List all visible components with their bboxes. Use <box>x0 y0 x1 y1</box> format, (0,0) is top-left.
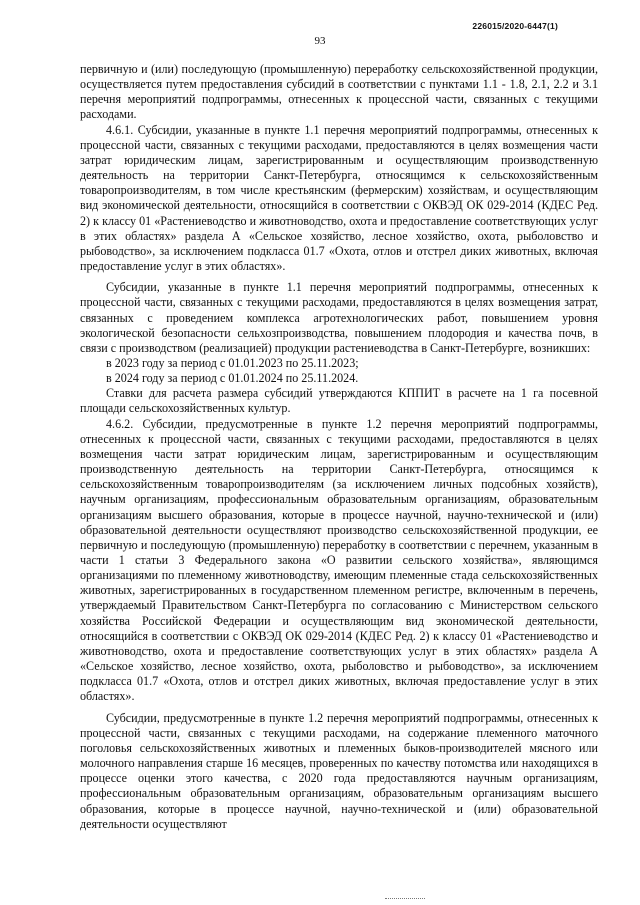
paragraph-rates: Ставки для расчета размера субсидий утверждаются КППИТ в расчете на 1 га посевной площади сельскохозяйственных культур. <box>80 386 598 416</box>
page-bottom-mark <box>385 898 425 901</box>
paragraph-4-6-1: 4.6.1. Субсидии, указанные в пункте 1.1 перечня мероприятий подпрограммы, отнесенных к процессной части, связанных с текущими расходами, предоставляются в целях возмещения части затрат юридическим лицам, зарегистрированным и осуществляющим производственную деятельность на территории Санкт-Петербурга, относящимся к сельскохозяйственным товаропроизводителям, в том числе крестьянским (фермерским) хозяйствам, и осуществляющим вид экономической деятельности, относящийся в соответствии с ОКВЭД ОК 029-2014 (КДЕС Ред. 2) к классу 01 «Растениеводство и животноводство, охота и предоставление соответствующих услуг в этих областях» раздела А «Сельское хозяйство, лесное хозяйство, охота, рыболовство и рыбоводство», за исключением подкласса 01.7 «Охота, отлов и отстрел диких животных, включая предоставление услуг в этих областях». <box>80 122 598 274</box>
paragraph-subsidies-1-1: Субсидии, указанные в пункте 1.1 перечня мероприятий подпрограммы, отнесенных к процессной части, связанных с текущими расходами, предоставляются в целях возмещения затрат, связанных с проведением комплекса агротехнологических работ, повышением уровня экологической безопасности сельхозпроизводства, повышением плодородия и качества почв, в связи с производством (реализацией) продукции растениеводства в Санкт-Петербурге, возникших: <box>80 280 598 355</box>
document-registration-number: 226015/2020-6447(1) <box>472 21 558 31</box>
paragraph-period-2024: в 2024 году за период с 01.01.2024 по 25.11.2024. <box>106 371 359 386</box>
paragraph-period-2023: в 2023 году за период с 01.01.2023 по 25.11.2023; <box>106 355 359 370</box>
paragraph-subsidies-1-2: Субсидии, предусмотренные в пункте 1.2 перечня мероприятий подпрограммы, отнесенных к процессной части, связанных с текущими расходами, на содержание племенного маточного поголовья сельскохозяйственных животных и племенных быков-производителей мясного или молочного направления старше 16 месяцев, проверенных по качеству потомства или находящихся в процессе оценки этого качества, с 2020 года предоставляются научным организациям, профессиональным образовательным организациям, образовательным организациям высшего образования, которые в процессе научной, научно-технической и (или) образовательной деятельности осуществляют <box>80 710 598 831</box>
page-number: 93 <box>314 35 326 47</box>
paragraph-4-6-2: 4.6.2. Субсидии, предусмотренные в пункте 1.2 перечня мероприятий подпрограммы, отнесенных к процессной части, связанных с текущими расходами, предоставляются в целях возмещения части затрат юридическим лицам, зарегистрированным и осуществляющим производственную деятельность на территории Санкт-Петербурга, относящимся к сельскохозяйственным товаропроизводителям (за исключением личных подсобных хозяйств), научным организациям, профессиональным образовательным организациям, образовательным организациям высшего образования, которые в процессе научной, научно-технической и (или) образовательной деятельности осуществляют производство сельскохозяйственной продукции, ее первичную и последующую (промышленную) переработку в соответствии с перечнем, указанным в части 1 статьи 3 Федерального закона «О развитии сельского хозяйства», являющимся организациями по племенному животноводству, имеющим племенные стада сельскохозяйственных животных, зарегистрированных в государственном племенном регистре, включенным в перечень, утверждаемый Правительством Санкт-Петербурга по согласованию с Министерством сельского хозяйства Российской Федерации и осуществляющим вид экономической деятельности, относящийся в соответствии с ОКВЭД ОК 029-2014 (КДЕС Ред. 2) к классу 01 «Растениеводство и животноводство, охота и предоставление соответствующих услуг в этих областях» раздела А «Сельское хозяйство, лесное хозяйство, охота, рыболовство и рыбоводство», за исключением подкласса 01.7 «Охота, отлов и отстрел диких животных, включая предоставление услуг в этих областях». <box>80 416 598 704</box>
document-body <box>80 62 598 832</box>
paragraph-continuation: первичную и (или) последующую (промышленную) переработку сельскохозяйственной продукции, осуществляется путем предоставления субсидий в соответствии с пунктами 1.1 - 1.8, 2.1, 2.2 и 3.1 перечня мероприятий подпрограммы, отнесенных к процессной части, связанных с текущими расходами. <box>80 62 598 122</box>
